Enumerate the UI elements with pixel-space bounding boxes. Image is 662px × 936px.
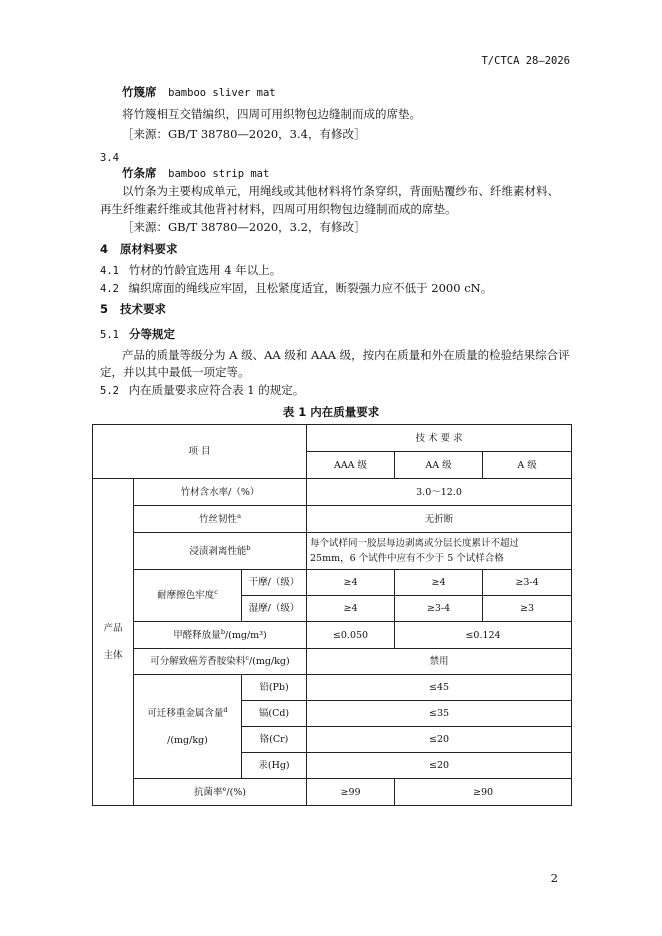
clause-5-1-line2: 定，并以其中最低一项定等。 <box>100 365 250 379</box>
heavy-metal-footnote: d <box>223 705 228 714</box>
row-antibacterial-label <box>134 779 307 806</box>
header-tech-requirements: 技 术 要 求 <box>307 425 572 452</box>
dry-rub-aaa: ≥4 <box>307 570 395 596</box>
section-4-heading <box>100 241 178 257</box>
aromatic-amine-value: 禁用 <box>307 649 572 675</box>
aromatic-amine-unit: /(mg/kg) <box>248 656 290 667</box>
section-5-heading <box>100 301 166 317</box>
lead-value: ≤45 <box>307 675 572 701</box>
cadmium-label: 镉(Cd) <box>242 701 307 727</box>
term-3-4-chinese: 竹条席 <box>122 166 157 180</box>
formaldehyde-footnote: b <box>220 627 225 636</box>
table-caption: 表 1 内在质量要求 <box>282 405 380 419</box>
clause-4-1-number: 4.1 <box>100 265 119 277</box>
section-5-number: 5 <box>100 302 109 316</box>
section-4-title: 原材料要求 <box>120 242 178 256</box>
term-3-4-source: ［来源：GB/T 38780—2020，3.2，有修改］ <box>122 220 366 234</box>
lead-label: 铅(Pb) <box>242 675 307 701</box>
row-peel-value <box>307 533 572 570</box>
antibacterial-footnote: e <box>222 784 227 793</box>
heavy-metal-line1 <box>137 706 238 721</box>
group-product-body <box>93 479 134 806</box>
row-moisture-value: 3.0～12.0 <box>307 479 572 506</box>
term-3-3-english: bamboo sliver mat <box>168 87 276 99</box>
peel-footnote: b <box>246 543 251 552</box>
wet-rub-aa: ≥3-4 <box>395 596 483 622</box>
formaldehyde-aaa: ≤0.050 <box>307 622 395 649</box>
formaldehyde-text: 甲醛释放量 <box>173 629 221 641</box>
row-dry-rub-label: 干摩/（级） <box>242 570 307 596</box>
group-label-line2: 主体 <box>103 650 123 661</box>
heavy-metal-text: 可迁移重金属含量 <box>147 707 224 719</box>
chromium-value: ≤20 <box>307 727 572 753</box>
mercury-label: 汞(Hg) <box>242 753 307 779</box>
term-3-3-definition: 将竹篾相互交错编织，四周可用织物包边缝制而成的席垫。 <box>122 107 421 121</box>
row-wet-rub-label: 湿摩/（级） <box>242 596 307 622</box>
clause-5-1-line1: 产品的质量等级分为 A 级、AA 级和 AAA 级，按内在质量和外在质量的检验结果综合评 <box>122 348 570 362</box>
clause-4-2-text: 编织席面的绳线应牢固，且松紧度适宜，断裂强力应不低于 2000 cN。 <box>128 281 493 295</box>
aromatic-amine-footnote: c <box>245 653 249 662</box>
term-3-4-number: 3.4 <box>100 152 119 164</box>
formaldehyde-unit: /(mg/m³) <box>224 629 267 641</box>
clause-5-2 <box>100 382 304 399</box>
wet-rub-aaa: ≥4 <box>307 596 395 622</box>
peel-text: 浸渍剥离性能 <box>189 545 247 557</box>
row-heavy-metal-label <box>134 675 242 779</box>
row-peel-label <box>134 533 307 570</box>
term-3-4-heading <box>122 165 269 182</box>
clause-5-2-text: 内在质量要求应符合表 1 的规定。 <box>128 383 305 397</box>
aromatic-amine-text: 可分解致癌芳香胺染料 <box>150 656 246 667</box>
clause-5-1-number: 5.1 <box>100 329 119 341</box>
term-3-3-heading <box>122 84 276 101</box>
header-item: 项 目 <box>93 425 307 479</box>
chromium-label: 铬(Cr) <box>242 727 307 753</box>
row-rub-fastness-label <box>134 570 242 622</box>
header-grade-a: A 级 <box>483 452 572 479</box>
dry-rub-a: ≥3-4 <box>483 570 572 596</box>
row-toughness-value: 无折断 <box>307 506 572 533</box>
header-grade-aaa: AAA 级 <box>307 452 395 479</box>
term-3-3-chinese: 竹篾席 <box>122 85 157 99</box>
rub-fastness-text: 耐摩擦色牢度 <box>157 590 215 601</box>
quality-requirements-table <box>92 424 572 806</box>
heavy-metal-unit: /(mg/kg) <box>167 734 208 746</box>
row-moisture-label: 竹材含水率/（%） <box>134 479 307 506</box>
dry-rub-aa: ≥4 <box>395 570 483 596</box>
section-5-title: 技术要求 <box>120 302 167 316</box>
rub-fastness-footnote: c <box>214 587 218 596</box>
document-code: T/CTCA 28—2026 <box>481 55 570 67</box>
section-4-number: 4 <box>100 242 109 256</box>
peel-value-line2: 25mm，6 个试件中应有不少于 5 个试样合格 <box>310 553 504 564</box>
row-formaldehyde-label <box>134 622 307 649</box>
antibacterial-text: 抗菌率 <box>194 786 223 798</box>
peel-value-line1: 每个试样同一胶层每边剥离或分层长度累计不超过 <box>310 538 520 549</box>
toughness-text: 竹丝韧性 <box>199 513 238 525</box>
clause-5-2-number: 5.2 <box>100 385 119 397</box>
page-number: 2 <box>550 871 558 885</box>
clause-5-1-title: 分等规定 <box>128 327 175 341</box>
antibacterial-aaa: ≥99 <box>307 779 395 806</box>
formaldehyde-aa-a: ≤0.124 <box>395 622 572 649</box>
header-grade-aa: AA 级 <box>395 452 483 479</box>
term-3-4-definition-line2: 再生纤维素纤维或其他背衬材料，四周可用织物包边缝制而成的席垫。 <box>100 202 457 216</box>
clause-4-1-text: 竹材的竹龄宜选用 4 年以上。 <box>128 263 282 277</box>
toughness-footnote: a <box>237 511 241 520</box>
wet-rub-a: ≥3 <box>483 596 572 622</box>
antibacterial-unit: /(%) <box>226 786 247 798</box>
term-3-4-definition-line1: 以竹条为主要构成单元，用绳线或其他材料将竹条穿织，背面贴覆纱布、纤维素材料、 <box>122 184 559 198</box>
clause-5-1-heading <box>100 326 175 342</box>
antibacterial-aa-a: ≥90 <box>395 779 572 806</box>
row-toughness-label <box>134 506 307 533</box>
cadmium-value: ≤35 <box>307 701 572 727</box>
clause-4-1 <box>100 262 281 279</box>
term-3-4-english: bamboo strip mat <box>168 168 270 180</box>
clause-4-2 <box>100 280 492 297</box>
term-3-3-source: ［来源：GB/T 38780—2020，3.4，有修改］ <box>122 127 366 141</box>
mercury-value: ≤20 <box>307 753 572 779</box>
row-aromatic-amine-label <box>134 649 307 675</box>
group-label-line1: 产品 <box>103 623 123 634</box>
clause-4-2-number: 4.2 <box>100 283 119 295</box>
